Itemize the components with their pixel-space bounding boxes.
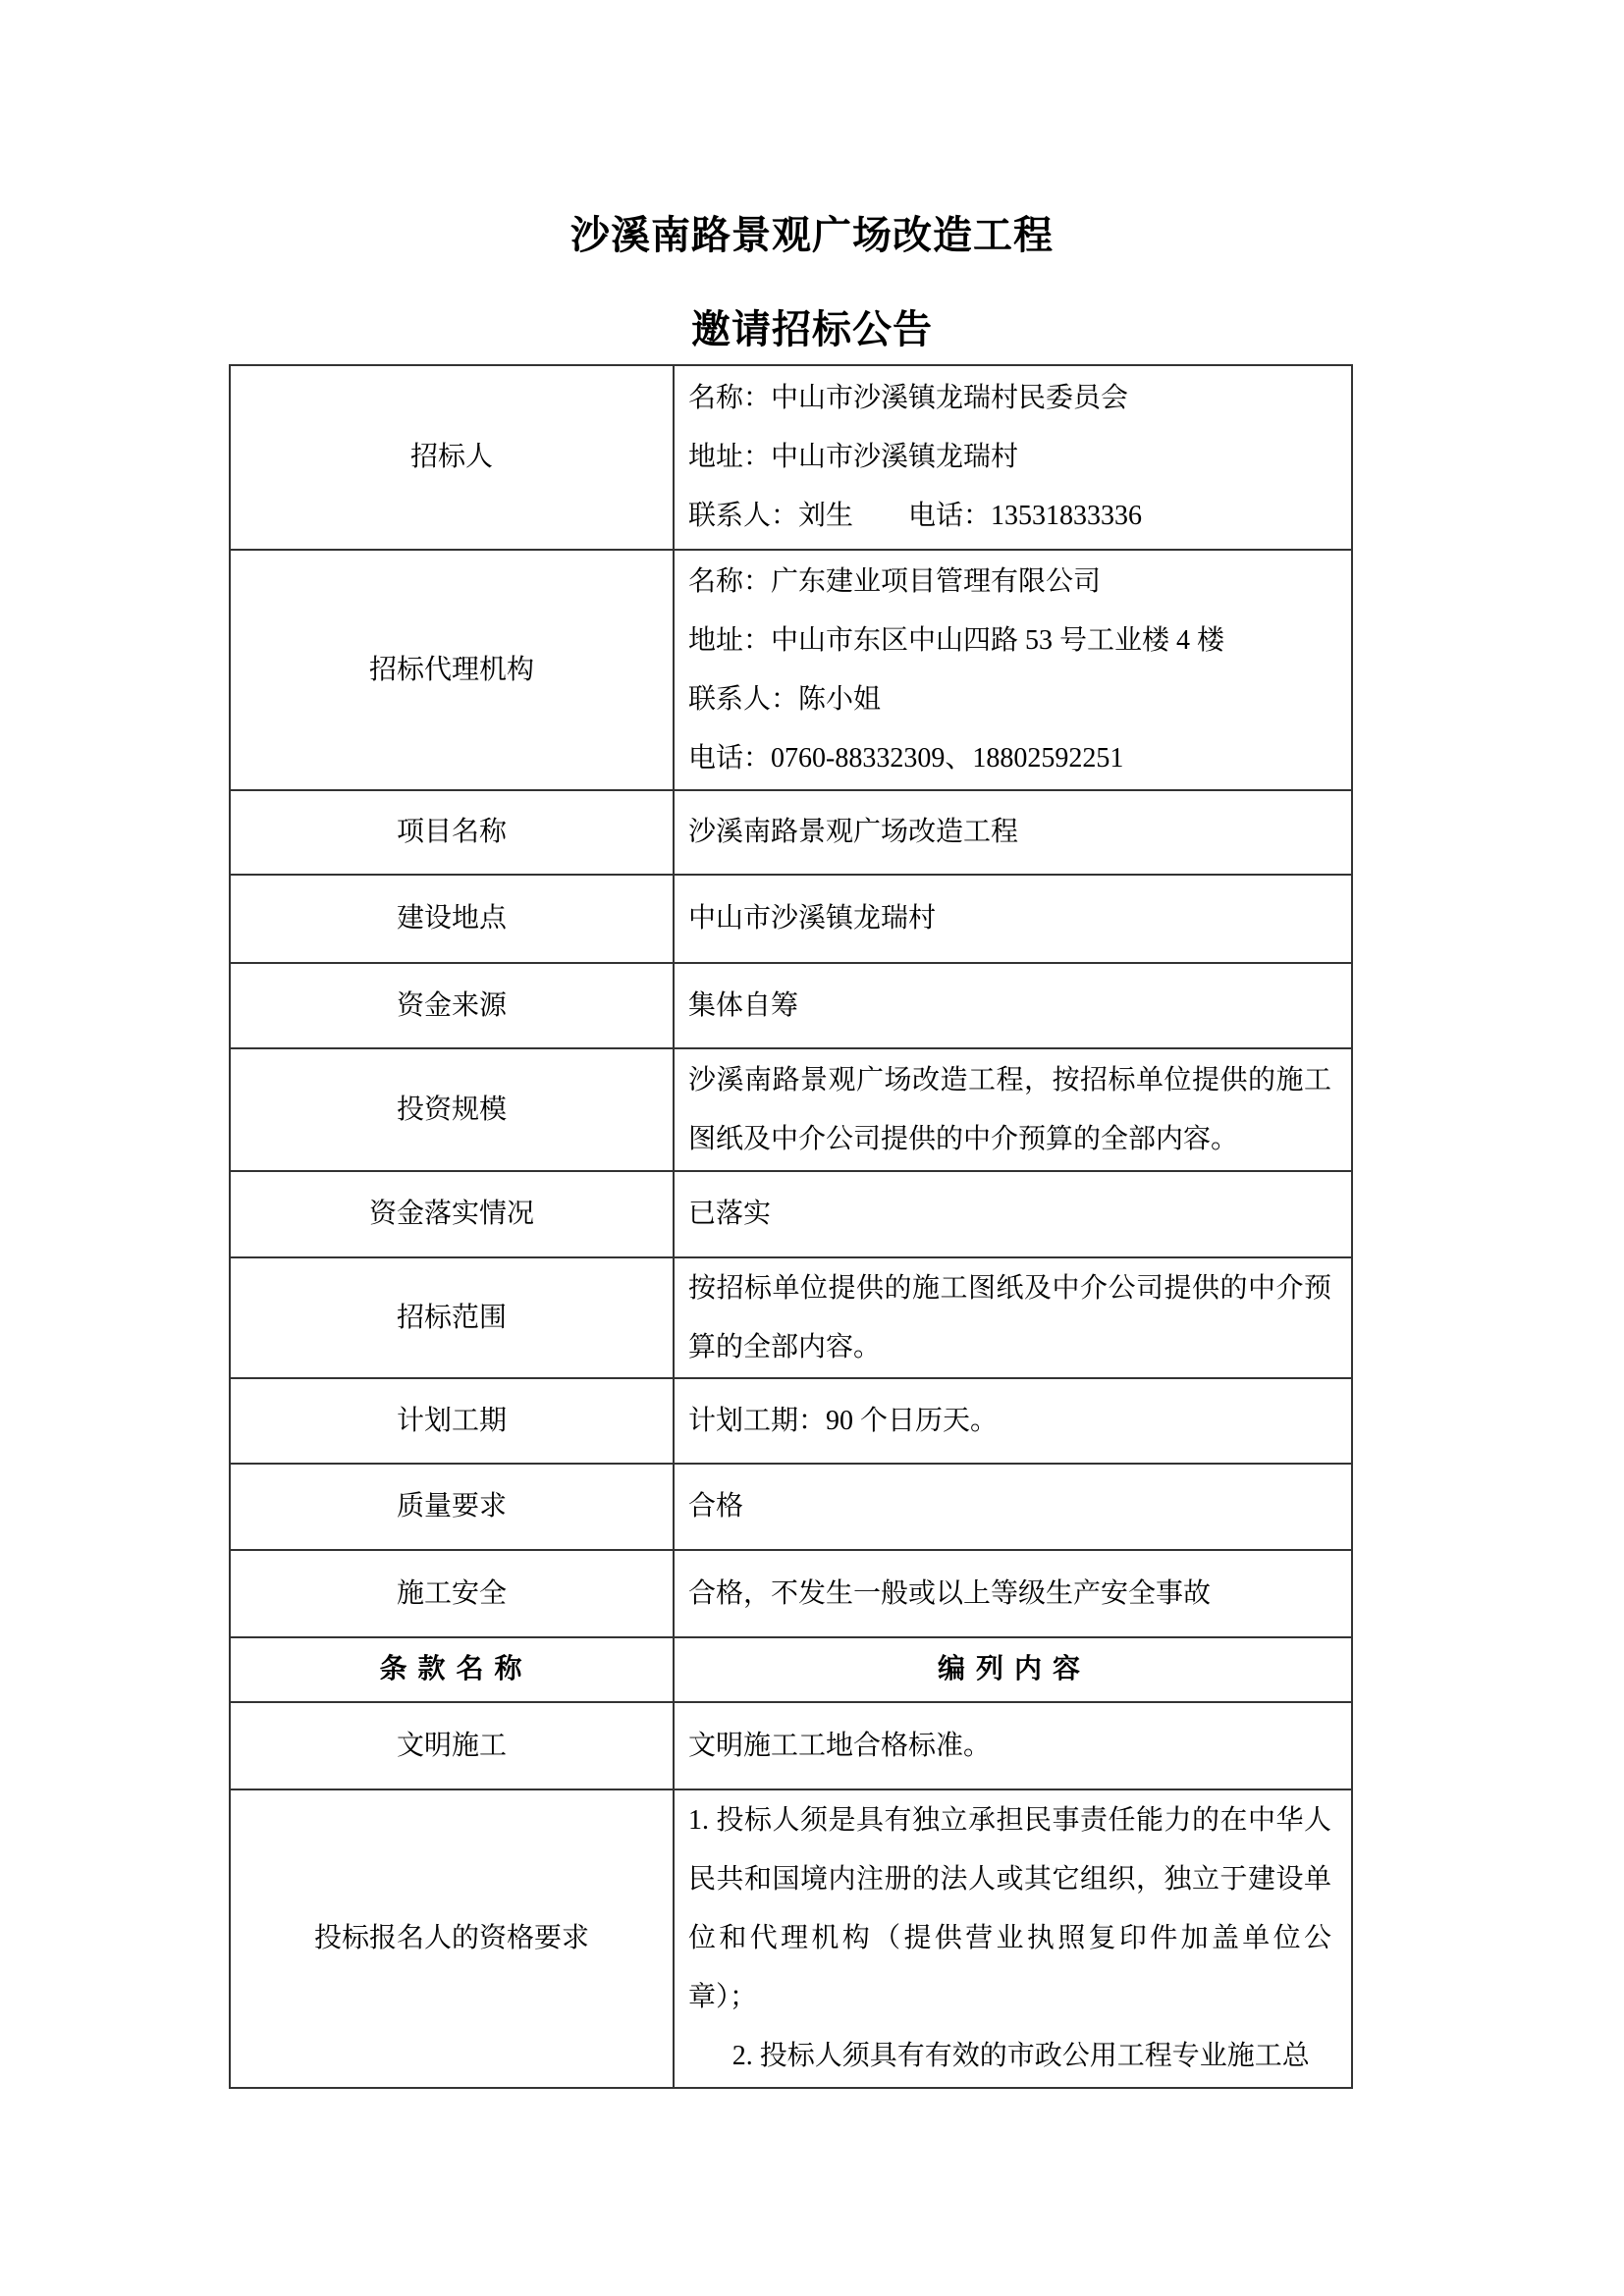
content-line: 名称：中山市沙溪镇龙瑞村民委员会	[688, 383, 1129, 413]
row-label: 质量要求	[396, 1491, 507, 1522]
content-line: 联系人：陈小姐	[688, 683, 882, 715]
row-label: 项目名称	[396, 817, 507, 847]
table-row	[231, 1703, 1351, 1790]
row-content-cell	[675, 1379, 1351, 1463]
content-line: 中山市沙溪镇龙瑞村	[688, 903, 937, 934]
table-row	[231, 964, 1351, 1049]
row-content-cell	[675, 1790, 1351, 2087]
row-label: 招标范围	[396, 1302, 507, 1333]
row-label: 建设地点	[396, 903, 507, 934]
document-subtitle: 邀请招标公告	[691, 307, 933, 351]
table-row	[231, 1258, 1351, 1379]
row-content-cell	[675, 1638, 1351, 1701]
row-label: 文明施工	[396, 1730, 507, 1761]
content-line: 1. 投标人须是具有独立承担民事责任能力的在中华人民共和国境内注册的法人或其它组织，独立于建设单位和代理机构（提供营业执照复印件加盖单位公章）；	[688, 1805, 1331, 2012]
row-label-cell	[231, 1790, 675, 2087]
row-label: 投标报名人的资格要求	[313, 1923, 589, 1953]
row-label: 招标代理机构	[368, 654, 534, 685]
row-content-cell	[675, 964, 1351, 1047]
row-label: 招标人	[409, 442, 493, 472]
content-line: 合格	[688, 1491, 744, 1522]
row-label-cell	[231, 1551, 675, 1636]
row-label-cell	[231, 551, 675, 789]
row-label: 资金来源	[396, 989, 507, 1021]
row-content-cell	[675, 1258, 1351, 1377]
row-label-cell	[231, 366, 675, 549]
content-line: 地址：中山市东区中山四路 53 号工业楼 4 楼	[688, 624, 1225, 656]
row-content-cell	[675, 1551, 1351, 1636]
row-label-cell	[231, 1172, 675, 1256]
content-line: 编 列 内 容	[937, 1654, 1082, 1684]
row-content-cell	[675, 1172, 1351, 1256]
tender-info-table	[229, 364, 1353, 2089]
content-line: 已落实	[688, 1199, 772, 1229]
table-row	[231, 791, 1351, 876]
content-line: 合格，不发生一般或以上等级生产安全事故	[688, 1577, 1212, 1609]
row-label-cell	[231, 1379, 675, 1463]
row-label: 条 款 名 称	[379, 1654, 524, 1684]
row-label: 投资规模	[396, 1094, 507, 1125]
content-line: 名称：广东建业项目管理有限公司	[688, 565, 1102, 597]
document-title: 沙溪南路景观广场改造工程	[570, 213, 1054, 257]
row-content-cell	[675, 791, 1351, 874]
table-row	[231, 551, 1351, 791]
row-content-cell	[675, 876, 1351, 962]
row-label: 计划工期	[396, 1405, 507, 1436]
row-label-cell	[231, 1465, 675, 1549]
table-row	[231, 876, 1351, 964]
table-row	[231, 1049, 1351, 1172]
row-content-cell	[675, 1049, 1351, 1170]
row-label: 施工安全	[396, 1577, 507, 1609]
row-content-cell	[675, 1703, 1351, 1789]
content-line: 2. 投标人须具有有效的市政公用工程专业施工总	[731, 2041, 1310, 2071]
content-line: 沙溪南路景观广场改造工程，按招标单位提供的施工图纸及中介公司提供的中介预算的全部内容。	[688, 1064, 1331, 1154]
table-row	[231, 366, 1351, 551]
content-line: 沙溪南路景观广场改造工程	[688, 817, 1019, 847]
table-row	[231, 1172, 1351, 1258]
content-line: 地址：中山市沙溪镇龙瑞村	[688, 442, 1019, 472]
row-content-cell	[675, 366, 1351, 549]
row-label-cell	[231, 1258, 675, 1377]
content-line: 计划工期：90 个日历天。	[688, 1405, 999, 1436]
content-line: 联系人：刘生 电话：13531833336	[688, 501, 1143, 531]
row-content-cell	[675, 551, 1351, 789]
row-content-cell	[675, 1465, 1351, 1549]
row-label-cell	[231, 1049, 675, 1170]
table-row	[231, 1551, 1351, 1638]
row-label-cell	[231, 791, 675, 874]
row-label-cell	[231, 1703, 675, 1789]
content-line: 电话：0760-88332309、18802592251	[688, 742, 1124, 774]
row-label-cell	[231, 876, 675, 962]
table-row	[231, 1790, 1351, 2087]
row-label-cell	[231, 1638, 675, 1701]
row-label-cell	[231, 964, 675, 1047]
content-line: 集体自筹	[688, 989, 799, 1021]
table-row	[231, 1638, 1351, 1703]
content-line: 文明施工工地合格标准。	[688, 1730, 992, 1761]
table-row	[231, 1465, 1351, 1551]
table-row	[231, 1379, 1351, 1465]
content-line: 按招标单位提供的施工图纸及中介公司提供的中介预算的全部内容。	[688, 1272, 1331, 1362]
row-label: 资金落实情况	[368, 1199, 534, 1229]
